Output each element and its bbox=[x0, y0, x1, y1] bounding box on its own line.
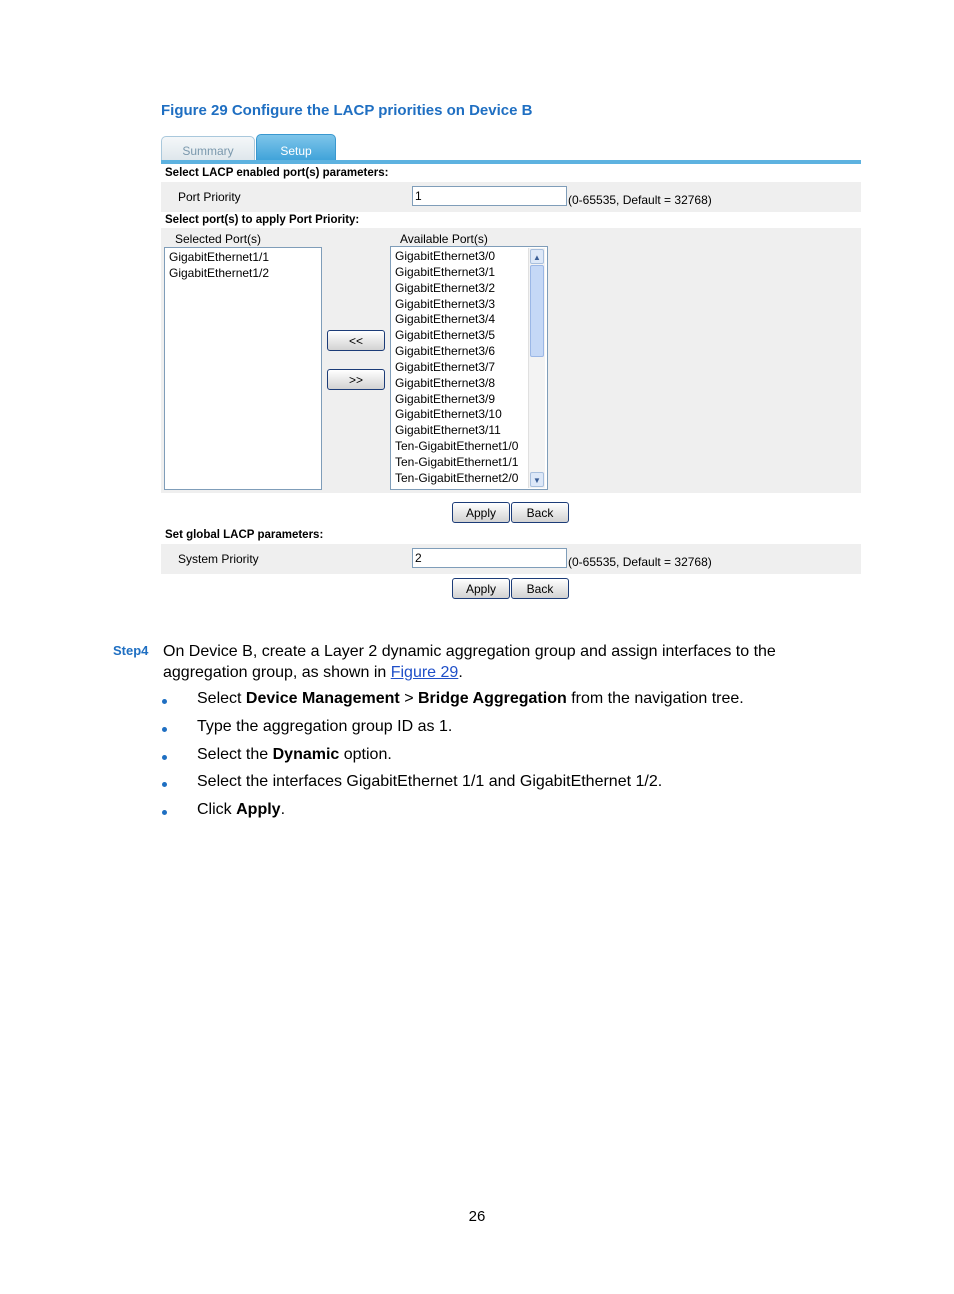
apply-ports-button[interactable]: Apply bbox=[452, 502, 510, 523]
list-option[interactable]: GigabitEthernet1/2 bbox=[169, 265, 270, 280]
bullet-1-pre: Select bbox=[197, 690, 246, 707]
system-priority-input[interactable] bbox=[412, 548, 567, 568]
step-label: Step4 bbox=[113, 643, 149, 658]
step-paragraph bbox=[163, 641, 858, 683]
available-ports-listbox[interactable] bbox=[390, 246, 548, 490]
bullet-icon bbox=[162, 782, 167, 787]
list-option[interactable]: GigabitEthernet3/4 bbox=[395, 312, 496, 327]
page-number: 26 bbox=[468, 1208, 486, 1225]
figure-29-link[interactable]: Figure 29 bbox=[390, 664, 459, 681]
list-option[interactable]: GigabitEthernet3/7 bbox=[395, 359, 496, 374]
back-global-button[interactable]: Back bbox=[511, 578, 569, 599]
bullet-item-2: Type the aggregation group ID as 1. bbox=[197, 718, 453, 735]
selected-ports-label: Selected Port(s) bbox=[175, 232, 262, 246]
list-option[interactable]: GigabitEthernet3/10 bbox=[395, 407, 502, 422]
back-ports-button[interactable]: Back bbox=[511, 502, 569, 523]
figure-caption: Figure 29 Configure the LACP priorities on Device B bbox=[161, 102, 533, 119]
bullet-3-post: option. bbox=[339, 746, 392, 763]
selected-ports-listbox[interactable] bbox=[164, 247, 322, 490]
list-option[interactable]: Ten-GigabitEthernet1/0 bbox=[395, 439, 519, 454]
list-option[interactable]: GigabitEthernet3/3 bbox=[395, 296, 496, 311]
system-priority-label: System Priority bbox=[178, 552, 259, 566]
bullet-1-mid: > bbox=[399, 690, 418, 707]
port-priority-hint: (0-65535, Default = 32768) bbox=[568, 193, 712, 207]
list-option[interactable]: GigabitEthernet3/2 bbox=[395, 280, 496, 295]
list-option[interactable]: GigabitEthernet3/8 bbox=[395, 375, 496, 390]
port-priority-input[interactable] bbox=[412, 186, 567, 206]
scroll-thumb[interactable] bbox=[530, 265, 544, 357]
tab-underline bbox=[161, 160, 861, 164]
bullet-item-1 bbox=[197, 690, 744, 708]
global-section-title: Set global LACP parameters: bbox=[165, 529, 324, 541]
scroll-down-icon[interactable]: ▼ bbox=[530, 472, 544, 487]
list-option[interactable]: GigabitEthernet3/5 bbox=[395, 328, 496, 343]
bullet-icon bbox=[162, 727, 167, 732]
system-priority-hint: (0-65535, Default = 32768) bbox=[568, 555, 712, 569]
lacp-ports-section-title: Select LACP enabled port(s) parameters: bbox=[165, 167, 389, 179]
bullet-item-3 bbox=[197, 746, 392, 764]
bullet-5-bold: Apply bbox=[236, 801, 281, 818]
bullet-item-5 bbox=[197, 801, 285, 819]
list-option[interactable]: GigabitEthernet3/1 bbox=[395, 264, 496, 279]
bullet-5-pre: Click bbox=[197, 801, 237, 818]
port-priority-label: Port Priority bbox=[178, 190, 241, 204]
bullet-icon bbox=[162, 699, 167, 704]
list-option[interactable]: GigabitEthernet3/9 bbox=[395, 391, 496, 406]
scroll-up-icon[interactable]: ▲ bbox=[530, 249, 544, 264]
available-ports-label: Available Port(s) bbox=[400, 232, 488, 246]
bullet-1-bold-1: Device Management bbox=[245, 690, 400, 707]
step-text: On Device B, create a Layer 2 dynamic aggregation group and assign interfaces to the aggregation group, as shown in bbox=[163, 643, 776, 681]
step-text-end: . bbox=[458, 664, 463, 681]
tab-setup[interactable]: Setup bbox=[256, 134, 336, 161]
list-option[interactable]: GigabitEthernet3/11 bbox=[395, 423, 501, 438]
apply-global-button[interactable]: Apply bbox=[452, 578, 510, 599]
bullet-icon bbox=[162, 755, 167, 760]
bullet-1-post: from the navigation tree. bbox=[566, 690, 744, 707]
available-ports-scrollbar[interactable] bbox=[528, 248, 545, 488]
bullet-1-bold-2: Bridge Aggregation bbox=[418, 690, 567, 707]
move-to-available-button[interactable]: >> bbox=[327, 369, 385, 390]
bullet-3-bold: Dynamic bbox=[272, 746, 340, 763]
list-option[interactable]: GigabitEthernet1/1 bbox=[169, 250, 270, 264]
list-option[interactable]: GigabitEthernet3/0 bbox=[395, 249, 496, 263]
apply-ports-section-title: Select port(s) to apply Port Priority: bbox=[165, 214, 360, 226]
bullet-3-pre: Select the bbox=[197, 746, 273, 763]
bullet-item-4: Select the interfaces GigabitEthernet 1/1 and GigabitEthernet 1/2. bbox=[197, 773, 663, 790]
tab-summary[interactable]: Summary bbox=[161, 136, 255, 160]
bullet-icon bbox=[162, 810, 167, 815]
list-option[interactable]: GigabitEthernet3/6 bbox=[395, 344, 496, 359]
move-to-selected-button[interactable]: << bbox=[327, 330, 385, 351]
list-option[interactable]: Ten-GigabitEthernet2/0 bbox=[395, 470, 519, 485]
list-option[interactable]: Ten-GigabitEthernet1/1 bbox=[395, 454, 519, 469]
bullet-5-post: . bbox=[280, 801, 286, 818]
